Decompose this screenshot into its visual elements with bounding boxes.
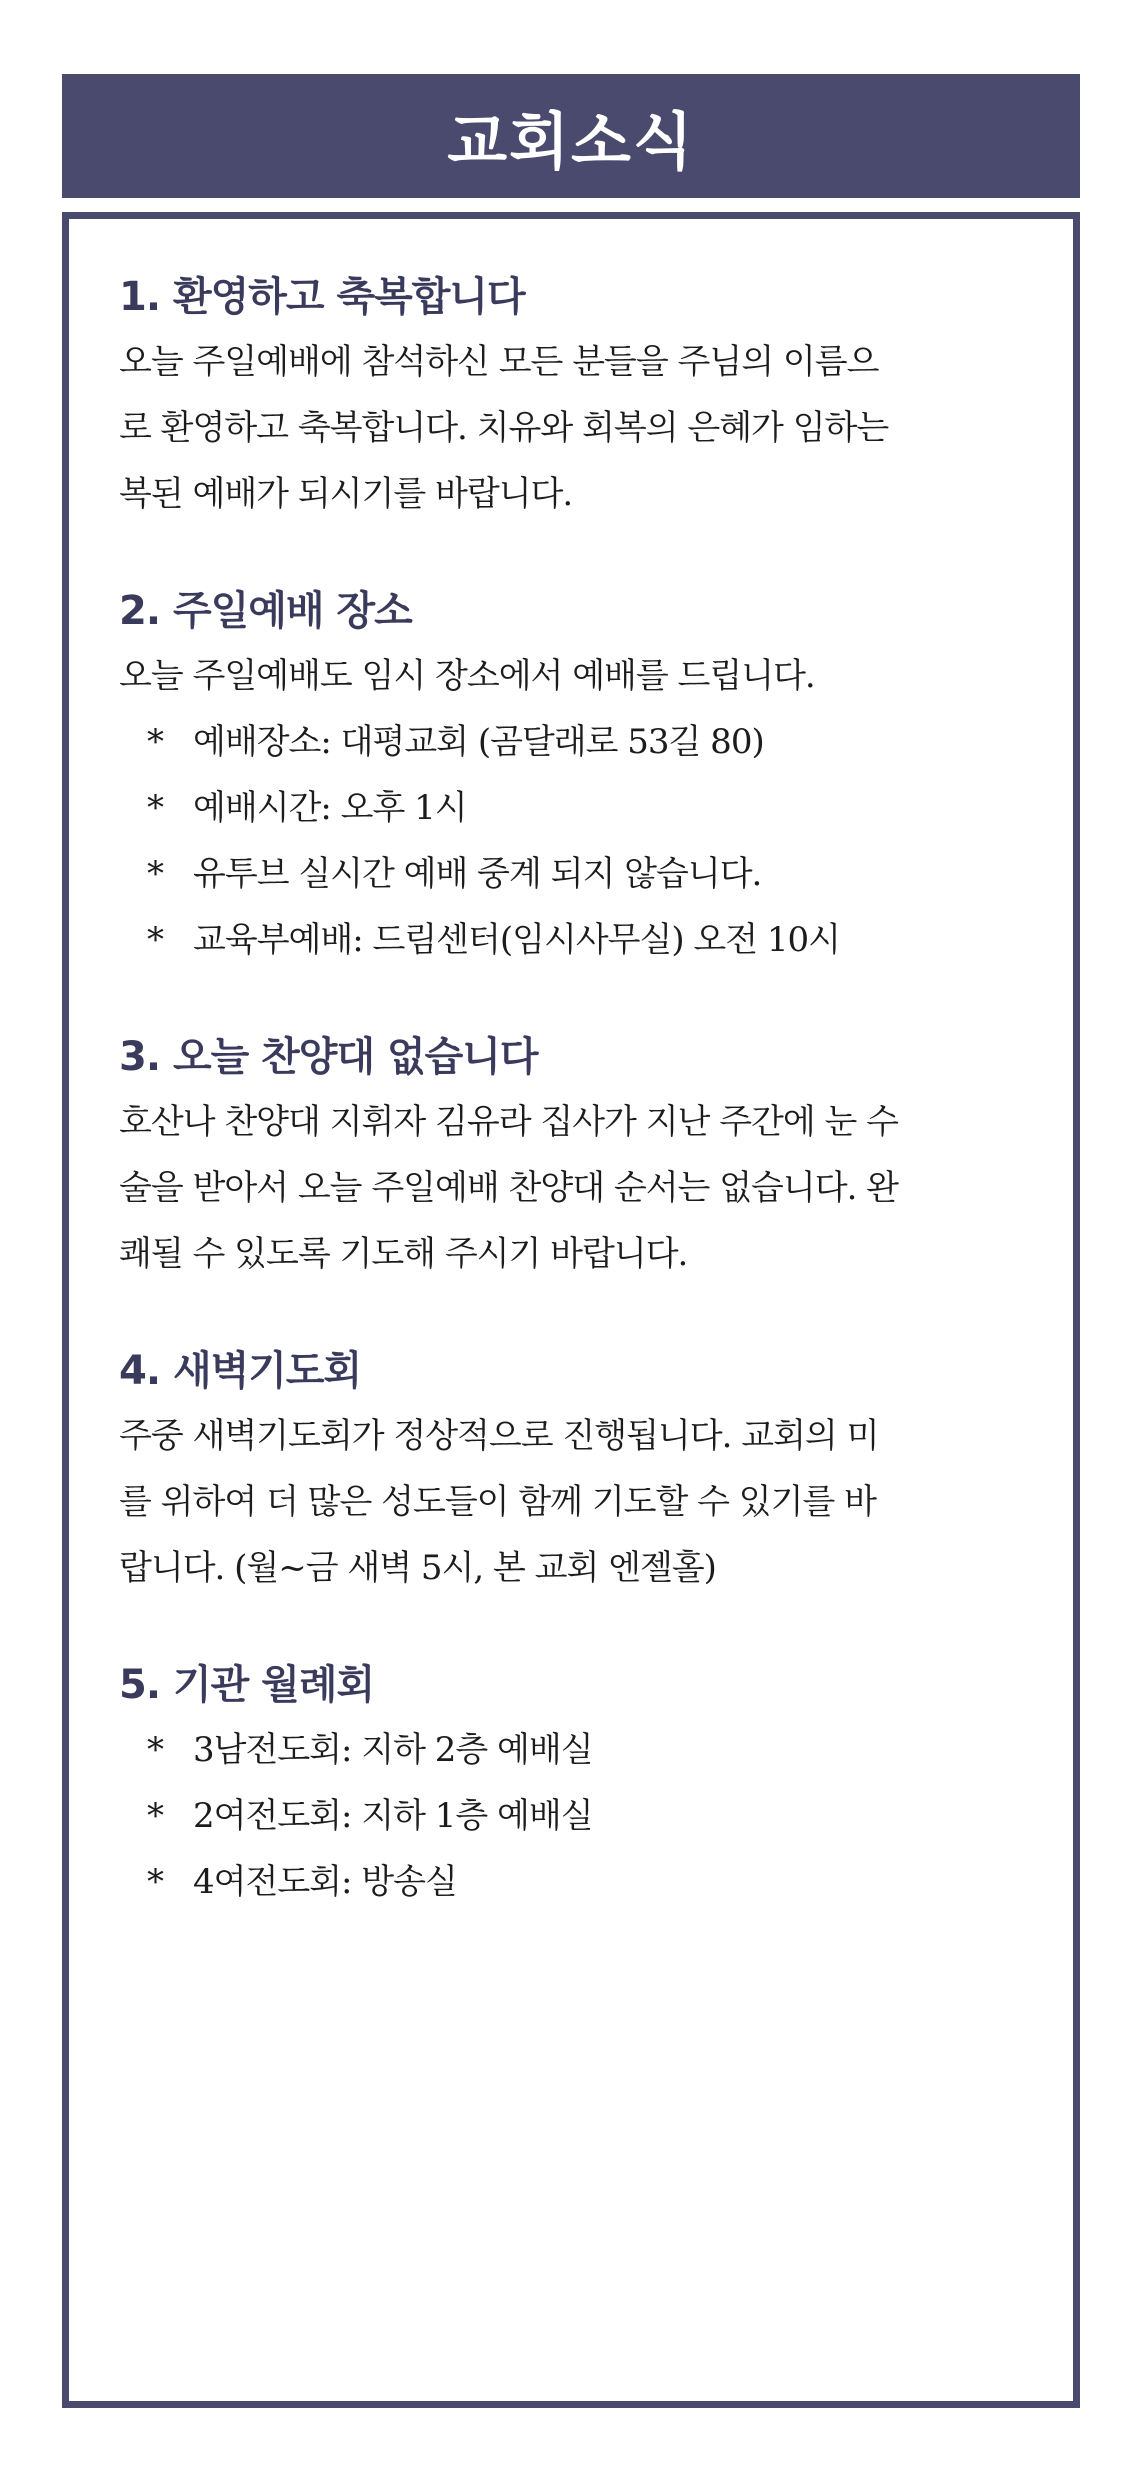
asterisk-icon: * bbox=[147, 1862, 163, 1902]
bullet-text: 교육부예배: 드림센터(임시사무실) 오전 10시 bbox=[193, 920, 841, 960]
bullet-list bbox=[119, 709, 1019, 973]
section-body-line: 복된 예배가 되시기를 바랍니다. bbox=[119, 474, 573, 514]
section-body-line: 로 환영하고 축복합니다. 치유와 회복의 은혜가 임하는 bbox=[119, 408, 889, 448]
news-section-2 bbox=[119, 583, 1019, 973]
section-title: 3. 오늘 찬양대 없습니다 bbox=[119, 1034, 538, 1080]
asterisk-icon: * bbox=[147, 1730, 163, 1770]
section-body-line: 오늘 주일예배도 임시 장소에서 예배를 드립니다. bbox=[119, 656, 815, 696]
asterisk-icon: * bbox=[147, 722, 163, 762]
section-body-line: 주중 새벽기도회가 정상적으로 진행됩니다. 교회의 미 bbox=[119, 1416, 879, 1456]
news-content bbox=[119, 269, 1019, 1971]
bullet-text: 예배장소: 대평교회 (곰달래로 53길 80) bbox=[193, 722, 764, 762]
bullet-item bbox=[119, 1717, 1019, 1783]
bullet-item bbox=[119, 841, 1019, 907]
bullet-item bbox=[119, 1783, 1019, 1849]
bullet-text: 3남전도회: 지하 2층 예배실 bbox=[193, 1730, 593, 1770]
bullet-item bbox=[119, 775, 1019, 841]
bullet-text: 예배시간: 오후 1시 bbox=[193, 788, 467, 828]
section-body-line: 쾌될 수 있도록 기도해 주시기 바랍니다. bbox=[119, 1234, 688, 1274]
bullet-text: 4여전도회: 방송실 bbox=[193, 1862, 457, 1902]
header-banner bbox=[62, 74, 1080, 198]
bullet-text: 유투브 실시간 예배 중계 되지 않습니다. bbox=[193, 854, 762, 894]
section-title: 5. 기관 월례회 bbox=[119, 1662, 375, 1708]
bullet-item bbox=[119, 709, 1019, 775]
section-body-line: 술을 받아서 오늘 주일예배 찬양대 순서는 없습니다. 완 bbox=[119, 1168, 899, 1208]
bullet-list bbox=[119, 1717, 1019, 1915]
section-title: 4. 새벽기도회 bbox=[119, 1348, 362, 1394]
bullet-text: 2여전도회: 지하 1층 예배실 bbox=[193, 1796, 593, 1836]
bullet-item bbox=[119, 907, 1019, 973]
section-title: 2. 주일예배 장소 bbox=[119, 588, 412, 634]
section-title: 1. 환영하고 축복합니다 bbox=[119, 274, 525, 320]
news-section-1 bbox=[119, 269, 1019, 527]
asterisk-icon: * bbox=[147, 1796, 163, 1836]
section-body-line: 를 위하여 더 많은 성도들이 함께 기도할 수 있기를 바 bbox=[119, 1482, 876, 1522]
news-section-4 bbox=[119, 1343, 1019, 1601]
news-section-3 bbox=[119, 1029, 1019, 1287]
news-panel bbox=[62, 212, 1080, 2408]
asterisk-icon: * bbox=[147, 788, 163, 828]
page-title: 교회소식 bbox=[447, 104, 695, 178]
asterisk-icon: * bbox=[147, 920, 163, 960]
news-section-5 bbox=[119, 1657, 1019, 1915]
section-body-line: 오늘 주일예배에 참석하신 모든 분들을 주님의 이름으 bbox=[119, 342, 879, 382]
section-body-line: 호산나 찬양대 지휘자 김유라 집사가 지난 주간에 눈 수 bbox=[119, 1102, 899, 1142]
asterisk-icon: * bbox=[147, 854, 163, 894]
section-body-line: 랍니다. (월~금 새벽 5시, 본 교회 엔젤홀) bbox=[119, 1548, 716, 1588]
bullet-item bbox=[119, 1849, 1019, 1915]
